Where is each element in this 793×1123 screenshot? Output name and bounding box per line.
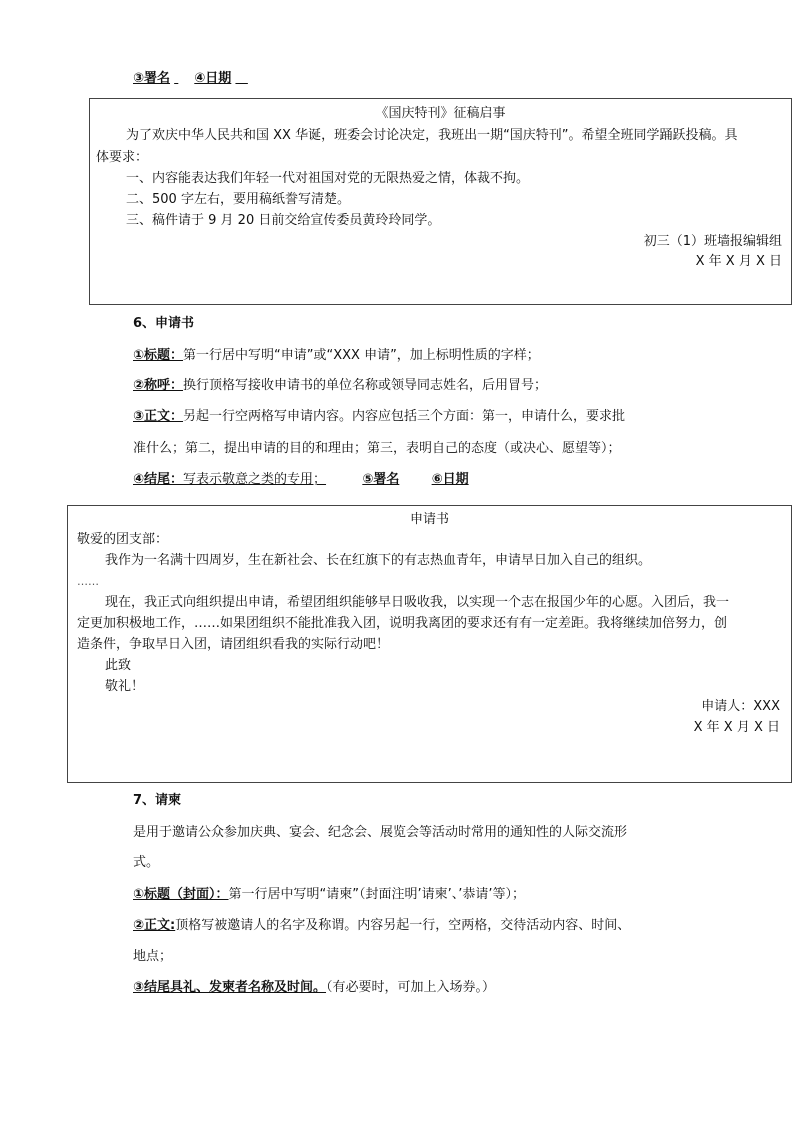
label-ending: ④结尾： bbox=[133, 472, 184, 487]
notice-paragraph-1b: 体要求： bbox=[96, 150, 149, 165]
label-body-7: ②正文: bbox=[133, 918, 176, 933]
notice-requirement-1: 一、内容能表达我们年轻一代对祖国对党的无限热爱之情，体裁不拘。 bbox=[126, 171, 530, 186]
section-6-heading: 6、申请书 bbox=[133, 316, 195, 331]
section-7-desc-a: 是用于邀请公众参加庆典、宴会、纪念会、展览会等活动时常用的通知性的人际交流形 bbox=[133, 825, 628, 840]
application-paragraph-1: 我作为一名满十四周岁，生在新社会、长在红旗下的有志热血青年，申请早日加入自己的组织。 bbox=[105, 553, 652, 568]
text-title: 第一行居中写明“申请”或“XXX 申请”，加上标明性质的字样； bbox=[183, 348, 540, 363]
notice-signature: 初三（1）班墙报编辑组 bbox=[643, 234, 782, 249]
item-signature: ③署名 bbox=[133, 71, 171, 86]
application-paragraph-2c: 造条件，争取早日入团，请团组织看我的实际行动吧！ bbox=[77, 637, 390, 652]
application-paragraph-2a: 现在，我正式向组织提出申请，希望团组织能够早日吸收我，以实现一个志在报国少年的心愿。入团后，我一 bbox=[105, 595, 730, 610]
section-7-line-3: 地点； bbox=[133, 949, 173, 964]
label-body: ③正文： bbox=[133, 409, 184, 424]
text-body: 另起一行空两格写申请内容。内容应包括三个方面：第一，申请什么，要求批 bbox=[183, 409, 626, 424]
notice-requirement-3: 三、稿件请于 9 月 20 日前交给宣传委员黄玲玲同学。 bbox=[126, 213, 441, 228]
item-signature-6: ⑤署名 bbox=[362, 472, 400, 487]
section-7-line-2 bbox=[133, 916, 630, 936]
section-6-line-3 bbox=[133, 407, 625, 427]
section-7-desc-b: 式。 bbox=[133, 855, 160, 870]
top-line bbox=[133, 67, 248, 86]
notice-paragraph-1a: 为了欢庆中华人民共和国 XX 华诞，班委会讨论决定，我班出一期“国庆特刊”。希望全班同学踊跃投稿。具 bbox=[126, 128, 738, 143]
application-paragraph-2b: 定更加积极地工作，……如果团组织不能批准我入团，说明我离团的要求还有有一定差距。我将继续加倍努力，创 bbox=[77, 616, 728, 631]
section-7-line-1 bbox=[133, 885, 525, 905]
section-7-line-4 bbox=[133, 978, 495, 998]
application-greeting: 敬爱的团支部： bbox=[77, 532, 169, 547]
section-6-line-2 bbox=[133, 376, 547, 396]
notice-requirement-2: 二、500 字左右，要用稿纸誊写清楚。 bbox=[126, 192, 350, 207]
notice-title: 《国庆特刊》征稿启事 bbox=[375, 106, 506, 121]
text-body-7: 顶格写被邀请人的名字及称谓。内容另起一行，空两格，交待活动内容、时间、 bbox=[175, 918, 631, 933]
application-closing-1: 此致 bbox=[105, 658, 132, 673]
notice-date: X 年 X 月 X 日 bbox=[695, 254, 782, 269]
item-date-6: ⑥日期 bbox=[431, 472, 469, 487]
label-title: ①标题： bbox=[133, 348, 184, 363]
section-7-heading: 7、请柬 bbox=[133, 793, 182, 808]
label-salutation: ②称呼： bbox=[133, 378, 184, 393]
label-ending-7: ③结尾具礼、发柬者名称及时间。 bbox=[133, 980, 327, 995]
text-ending-7: （有必要时，可加上入场券。） bbox=[326, 980, 496, 995]
application-date: X 年 X 月 X 日 bbox=[693, 720, 780, 735]
application-applicant: 申请人：XXX bbox=[701, 699, 780, 714]
application-closing-2: 敬礼！ bbox=[105, 679, 145, 694]
text-ending: 写表示敬意之类的专用； bbox=[183, 472, 327, 487]
application-ellipsis: …… bbox=[77, 575, 99, 588]
item-date: ④日期 bbox=[194, 71, 232, 86]
label-cover-title: ①标题（封面）： bbox=[133, 887, 229, 902]
text-cover-title: 第一行居中写明“请柬”（封面注明’请柬’、’恭请’等）； bbox=[228, 887, 526, 902]
application-title: 申请书 bbox=[409, 512, 449, 527]
text-salutation: 换行顶格写接收申请书的单位名称或领导同志姓名，后用冒号； bbox=[183, 378, 548, 393]
section-6-line-4: 准什么；第二，提出申请的目的和理由；第三，表明自己的态度（或决心、愿望等）； bbox=[133, 441, 621, 456]
section-6-line-1 bbox=[133, 346, 540, 366]
section-6-line-5 bbox=[133, 470, 469, 490]
